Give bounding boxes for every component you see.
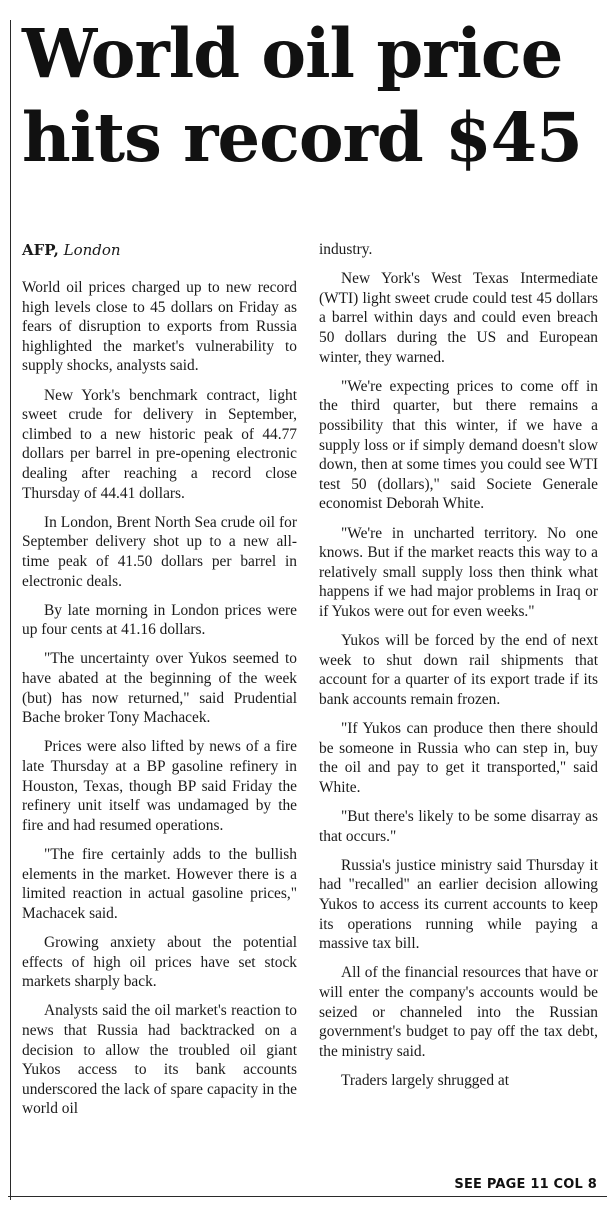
paragraph: Growing anxiety about the potential effects of high oil prices have set stock markets sharply back. xyxy=(22,933,297,991)
paragraph: All of the financial resources that have or will enter the company's accounts would be seized or channeled into the Russian government's budget to pay off the tax debt, the ministry said. xyxy=(319,964,598,1060)
paragraph: By late morning in London prices were up four cents at 41.16 dollars. xyxy=(22,601,297,639)
paragraph: New York's benchmark contract, light sweet crude for delivery in September, climbed to a new historic peak of 44.77 dollars per barrel in pre-opening electronic dealing after reaching a record close Thursday of 44.41 dollars. xyxy=(22,386,297,502)
paragraph: Yukos will be forced by the end of next week to shut down rail shipments that account for a quarter of its export trade if its bank accounts remain frozen. xyxy=(319,632,598,708)
headline-line-1: World oil price xyxy=(22,14,563,93)
dateline xyxy=(22,240,121,260)
paragraph: Russia's justice ministry said Thursday it had "recalled" an earlier decision allowing Yukos to access its current accounts to keep its operations running while paying a massive tax bill. xyxy=(319,856,598,953)
paragraph: "We're in uncharted territory. No one knows. But if the market reacts this way to a relatively small supply loss then think what happens if we had major problems in Iraq or if Yukos were out for even weeks." xyxy=(319,524,598,620)
paragraph: "The uncertainty over Yukos seemed to have abated at the beginning of the week (but) has now returned," said Prudential Bache broker Tony Machacek. xyxy=(22,650,297,727)
paragraph: Prices were also lifted by news of a fire late Thursday at a BP gasoline refinery in Houston, Texas, though BP said Friday the refinery unit itself was undamaged by the fire and had resumed operations. xyxy=(22,738,297,834)
paragraph: Analysts said the oil market's reaction to news that Russia had backtracked on a decision to allow the troubled oil giant Yukos access to its bank accounts underscored the lack of spare capacity in the world oil xyxy=(22,1002,297,1118)
paragraph-continuation: industry. xyxy=(319,241,373,258)
byline-city: London xyxy=(63,241,121,259)
bottom-rule xyxy=(8,1196,607,1197)
paragraph: "The fire certainly adds to the bullish elements in the market. However there is a limited reaction in actual gasoline prices," Machacek said. xyxy=(22,846,297,922)
continued-on-page-label: SEE PAGE 11 COL 8 xyxy=(454,1177,597,1192)
headline xyxy=(22,12,607,180)
paragraph: "But there's likely to be some disarray as that occurs." xyxy=(319,808,598,845)
paragraph: Traders largely shrugged at xyxy=(341,1071,509,1089)
headline-line-2: hits record $45 xyxy=(22,98,582,177)
article-column-left xyxy=(22,278,297,1129)
paragraph: "If Yukos can produce then there should be someone in Russia who can step in, buy the oil and pay to get it transported," said White. xyxy=(319,720,598,796)
paragraph: "We're expecting prices to come off in the third quarter, but there remains a possibility that this winter, if we have a supply loss or if simply demand doesn't slow down, then at some times you could see WTI test 50 (dollars)," said Societe Generale economist Deborah White. xyxy=(319,377,598,513)
article-column-right xyxy=(319,240,598,1100)
paragraph: World oil prices charged up to new record high levels close to 45 dollars on Friday as fears of disruption to exports from Russia highlighted the market's vulnerability to supply shocks, analysts said. xyxy=(22,279,297,375)
paragraph: In London, Brent North Sea crude oil for September delivery shot up to a new all-time peak of 41.50 dollars per barrel in electronic deals. xyxy=(22,513,297,590)
byline-agency: AFP, xyxy=(22,241,59,259)
paragraph: New York's West Texas Intermediate (WTI) light sweet crude could test 45 dollars a barrel within days and could even breach 50 dollars during the US and European winter, they warned. xyxy=(319,270,598,366)
column-rule-left xyxy=(10,20,11,1200)
